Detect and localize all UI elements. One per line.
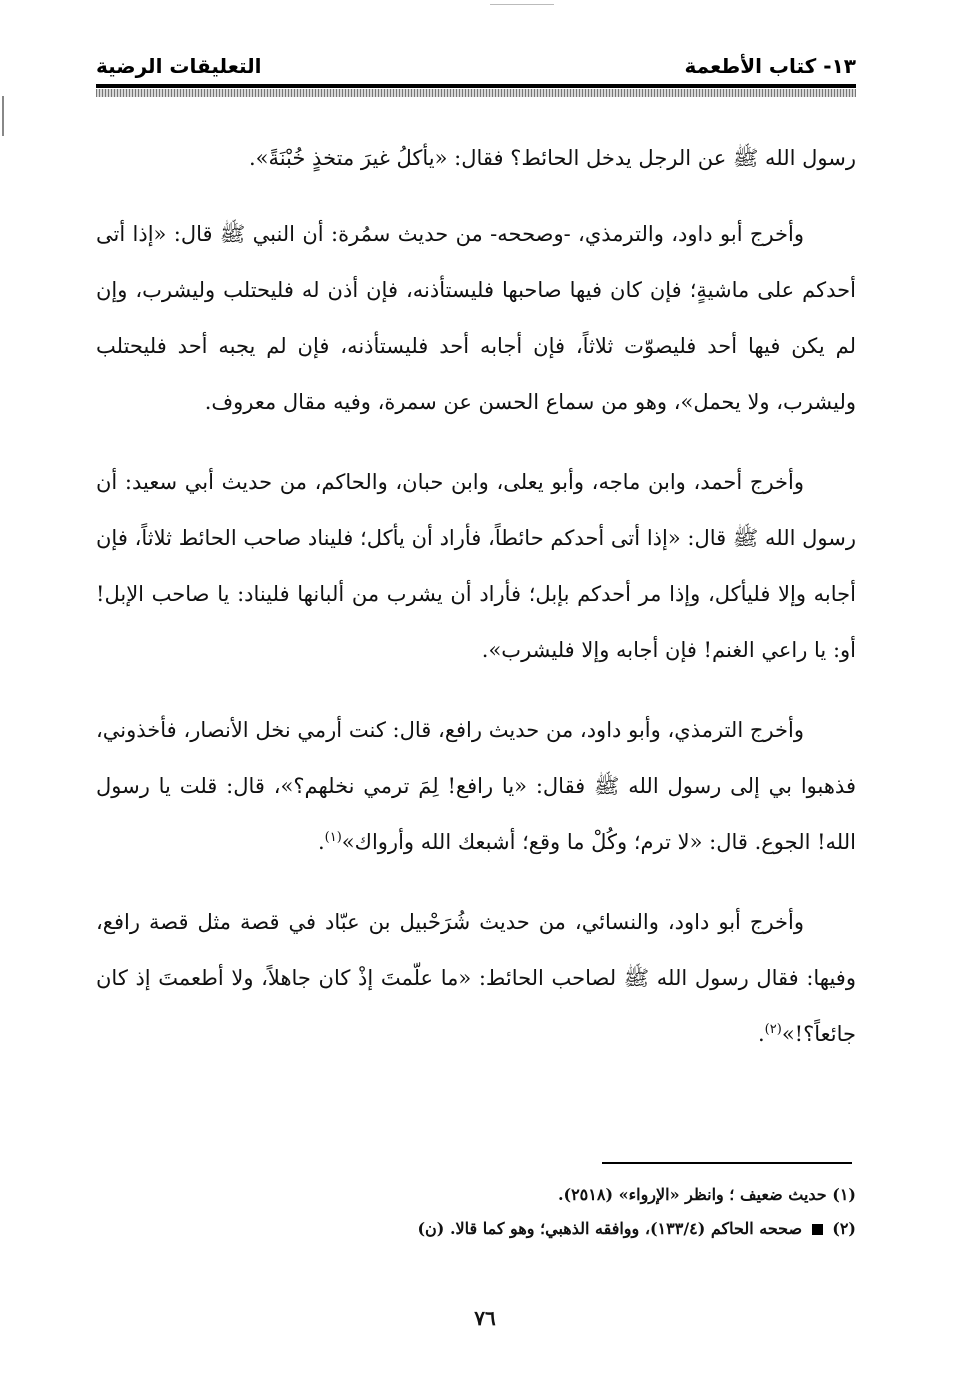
left-edge-scan-mark xyxy=(2,96,4,136)
header-rule-shading xyxy=(96,89,856,97)
paragraph-5 xyxy=(96,894,856,1062)
footnote-2-text: صححه الحاكم (١٣٣/٤)، ووافقه الذهبي؛ وهو كما قالا. (ن) xyxy=(417,1219,803,1238)
top-scan-mark xyxy=(490,4,554,5)
paragraph-2 xyxy=(96,206,856,430)
square-marker-icon xyxy=(812,1224,823,1235)
paragraph-3 xyxy=(96,454,856,678)
book-title: التعليقات الرضية xyxy=(96,54,262,78)
footnote-1 xyxy=(96,1178,856,1212)
footnote-2 xyxy=(96,1212,856,1246)
paragraph-4-text: وأخرج الترمذي، وأبو داود، من حديث رافع، قال: كنت أرمي نخل الأنصار، فأخذوني، فذهبوا بي إلى رسول الله ﷺ فقال: «يا رافع! لِمَ ترمي نخلهم؟»، قال: قلت يا رسول الله! الجوع. قال: «لا ترم؛ وكُلْ ما وقع؛ أشبعك الله وأرواك» xyxy=(96,718,856,854)
page-number: ٧٦ xyxy=(474,1306,496,1330)
paragraph-1 xyxy=(96,130,856,186)
footnote-separator xyxy=(602,1162,852,1164)
running-header xyxy=(96,50,856,86)
paragraph-2-text: وأخرج أبو داود، والترمذي، -وصححه- من حديث سمُرة: أن النبي ﷺ قال: «إذا أتى أحدكم على ماشيةٍ؛ فإن كان فيها صاحبها فليستأذنه، فإن أذن له فليحتلب وليشرب، وإن لم يكن فيها أحد فليصوّت ثلاثاً، فإن أجابه أحد فليستأذنه، فإن لم يجبه أحد فليحتلب وليشرب، ولا يحمل»، وهو من سماع الحسن عن سمرة، وفيه مقال معروف. xyxy=(96,222,856,414)
chapter-title: ١٣- كتاب الأطعمة xyxy=(684,54,856,78)
main-text xyxy=(96,130,856,1086)
footnote-ref-1[interactable]: (١) xyxy=(324,830,342,845)
paragraph-4-tail: . xyxy=(317,830,325,854)
footnotes xyxy=(96,1178,856,1246)
paragraph-5-tail: . xyxy=(757,1022,765,1046)
paragraph-1-text: رسول الله ﷺ عن الرجل يدخل الحائط؟ فقال: «يأكلُ غيرَ متخذٍ خُبْنَةً». xyxy=(248,146,856,170)
footnote-ref-2[interactable]: (٢) xyxy=(764,1022,782,1037)
header-rule xyxy=(96,84,856,88)
paragraph-3-text: وأخرج أحمد، وابن ماجه، وأبو يعلى، وابن حبان، والحاكم، من حديث أبي سعيد: أن رسول الله ﷺ قال: «إذا أتى أحدكم حائطاً، فأراد أن يأكل؛ فليناد صاحب الحائط ثلاثاً، فإن أجابه وإلا فليأكل، وإذا مر أحدكم بإبل؛ فأراد أن يشرب من ألبانها فليناد: يا صاحب الإبل! أو: يا راعي الغنم! فإن أجابه وإلا فليشرب». xyxy=(96,470,856,662)
paragraph-5-text: وأخرج أبو داود، والنسائي، من حديث شُرَحْبيل بن عبّاد في قصة مثل قصة رافع، وفيها: فقال رسول الله ﷺ لصاحب الحائط: «ما علّمتَ إذْ كان جاهلاً، ولا أطعمتَ إذ كان جائعاً؟!» xyxy=(96,910,856,1046)
paragraph-4 xyxy=(96,702,856,870)
footnote-2-number: (٢) xyxy=(832,1219,856,1238)
footnote-1-text: (١) حديث ضعيف ؛ وانظر «الإرواء» (٢٥١٨). xyxy=(557,1185,856,1204)
